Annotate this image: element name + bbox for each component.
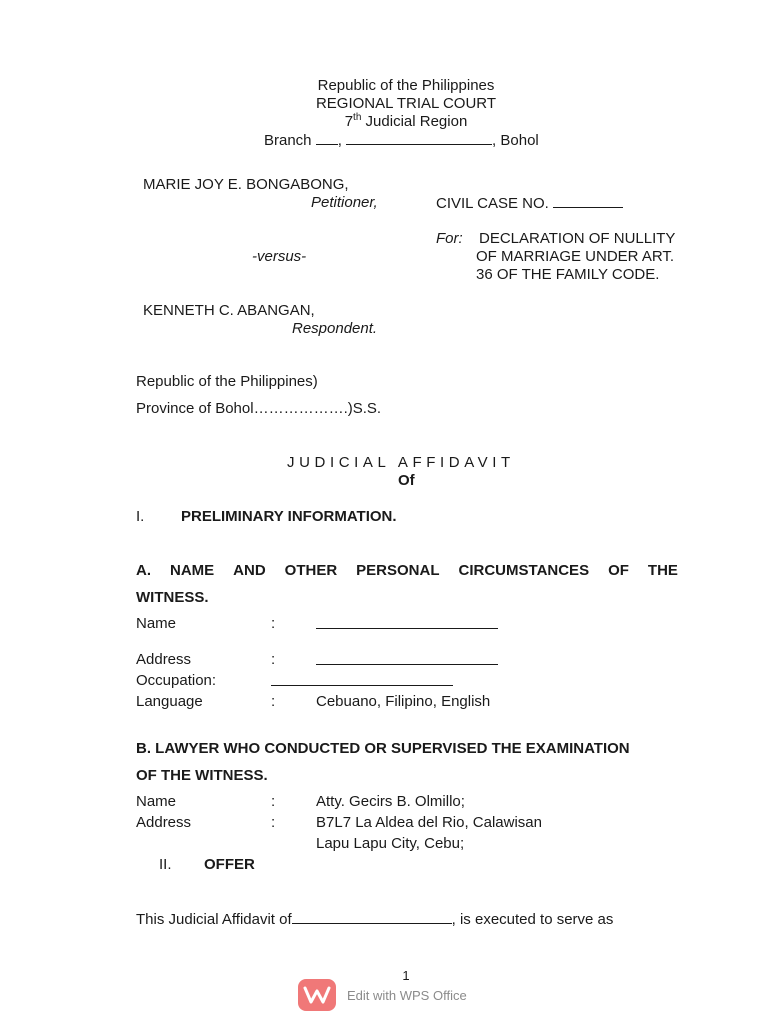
witness-occupation-label: Occupation: [136, 672, 217, 689]
section-a-heading-line2: WITNESS. [136, 589, 209, 606]
lawyer-address-line2: Lapu Lapu City, Cebu; [316, 835, 465, 852]
heading-word: PERSONAL [356, 562, 440, 579]
heading-word: THE [647, 562, 678, 579]
petitioner-role: Petitioner, [311, 194, 378, 211]
witness-name-label: Name [136, 615, 177, 632]
court-name: REGIONAL TRIAL COURT [315, 95, 497, 112]
heading-word: CIRCUMSTANCES [458, 562, 590, 579]
civil-case-blank [553, 194, 623, 208]
venue-province: Province of Bohol……………….)S.S. [136, 400, 382, 417]
witness-address-colon: : [271, 651, 276, 668]
section-a-heading [136, 562, 678, 580]
wps-w-icon [303, 985, 331, 1005]
region-number: 7 [344, 113, 354, 130]
heading-word: OF [608, 562, 629, 579]
heading-word: AND [233, 562, 266, 579]
offer-text-before: This Judicial Affidavit of [136, 911, 292, 928]
lawyer-address-line1: B7L7 La Aldea del Rio, Calawisan [316, 814, 542, 831]
respondent-role: Respondent. [292, 320, 378, 337]
judicial-region [0, 113, 768, 131]
branch-prefix: Branch [264, 132, 316, 149]
region-text: Judicial Region [361, 113, 468, 130]
heading-word: A. [136, 562, 151, 579]
for-line-1: DECLARATION OF NULLITY [479, 230, 676, 247]
for-line-3: 36 OF THE FAMILY CODE. [476, 266, 660, 283]
section-b-heading-line2: OF THE WITNESS. [136, 767, 268, 784]
page-number: 1 [402, 968, 410, 983]
section-2-number: II. [159, 856, 172, 873]
heading-word: OTHER [284, 562, 338, 579]
witness-name-colon: : [271, 615, 276, 632]
section-b-heading: B. LAWYER WHO CONDUCTED OR SUPERVISED THE EXAMINATION [136, 740, 630, 757]
wps-logo-icon[interactable] [298, 979, 336, 1011]
witness-language-colon: : [271, 693, 276, 710]
witness-language-label: Language [136, 693, 203, 710]
offer-affiant-blank [292, 910, 452, 924]
for-label: For: [436, 230, 463, 247]
document-subtitle: Of [398, 472, 415, 489]
civil-case-label: CIVIL CASE NO. [436, 195, 553, 212]
offer-paragraph [136, 910, 613, 929]
region-ordinal: th [353, 112, 362, 123]
section-2-title: OFFER [204, 856, 255, 873]
civil-case-line [436, 194, 623, 213]
witness-name-blank [316, 615, 498, 634]
document-title: JUDICIAL AFFIDAVIT [287, 454, 515, 471]
lawyer-name-colon: : [271, 793, 276, 810]
court-republic: Republic of the Philippines [317, 77, 495, 94]
branch-number-blank [316, 131, 338, 145]
venue-republic: Republic of the Philippines) [136, 373, 318, 390]
section-1-title: PRELIMINARY INFORMATION. [181, 508, 397, 525]
versus-text: -versus- [252, 248, 307, 265]
witness-language-value: Cebuano, Filipino, English [316, 693, 491, 710]
witness-address-label: Address [136, 651, 192, 668]
branch-line: Branch , , Bohol [264, 132, 539, 149]
branch-location-blank [346, 131, 492, 145]
lawyer-name-value: Atty. Gecirs B. Olmillo; [316, 793, 465, 810]
lawyer-address-label: Address [136, 814, 192, 831]
witness-occupation-blank [271, 672, 453, 691]
section-1-number: I. [136, 508, 145, 525]
respondent-name: KENNETH C. ABANGAN, [143, 302, 315, 319]
branch-suffix: , Bohol [492, 132, 539, 149]
lawyer-address-colon: : [271, 814, 276, 831]
heading-word: NAME [170, 562, 215, 579]
edit-with-wps-link[interactable]: Edit with WPS Office [347, 988, 467, 1003]
offer-text-after: , is executed to serve as [451, 911, 614, 928]
petitioner-name: MARIE JOY E. BONGABONG, [143, 176, 349, 193]
witness-address-blank [316, 651, 498, 670]
for-line-2: OF MARRIAGE UNDER ART. [476, 248, 675, 265]
lawyer-name-label: Name [136, 793, 177, 810]
